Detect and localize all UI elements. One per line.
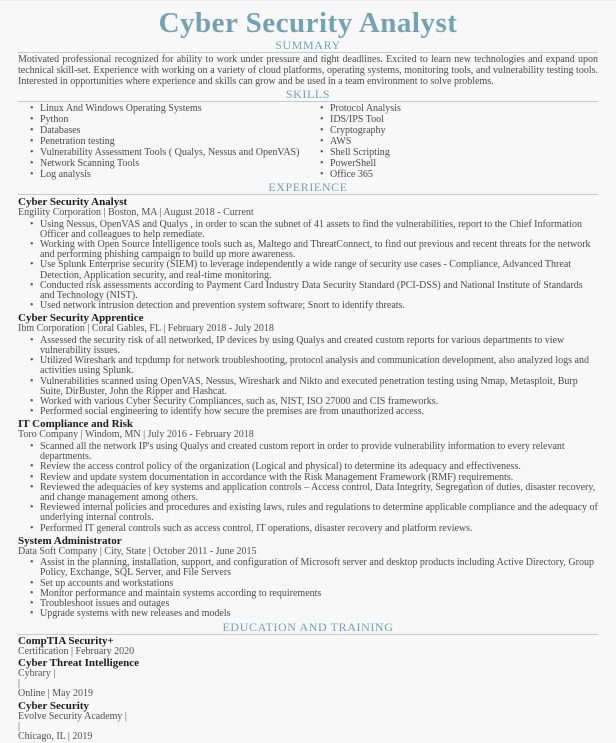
job-title: System Administrator: [18, 534, 122, 547]
job-bullet: • Performed IT general controls such as access control, IT operations, disaster recovery and platform reviews.: [18, 524, 598, 534]
job-meta: Ibm Corporation | Coral Gables, FL | February 2018 - July 2018: [18, 323, 274, 335]
job-bullet: • Monitor performance and maintain systems according to requirements: [18, 589, 598, 599]
education-line: |: [18, 678, 21, 690]
education-line: Certification | February 2020: [18, 645, 135, 657]
skill-item: • Protocol Analysis: [308, 103, 598, 114]
job-bullet: • Use Splunk Enterprise security (SIEM) to leverage independently a wide range of security use cases - Compliance, Advanced Threat Detection, Application security, and real-time monitoring.: [18, 260, 598, 280]
job-bullet-list: [18, 336, 598, 418]
experience-heading: EXPERIENCE: [268, 180, 348, 194]
job-bullet: • Utilized Wireshark and tcpdump for network troubleshooting, protocol analysis and communication development, also analyzed logs and activities using Splunk.: [18, 356, 598, 376]
job-bullet: • Reviewed internal policies and procedures and existing laws, rules and regulations to determine applicable compliance and the adequacy of underlying internal controls.: [18, 503, 598, 523]
job-bullet: • Review the access control policy of the organization (Logical and physical) to determine its adequacy and effectiveness.: [18, 462, 598, 472]
skill-item: • PowerShell: [308, 158, 598, 169]
job-bullet: • Using Nessus, OpenVAS and Qualys , in order to scan the subnet of 41 assets to find the vulnerabilities, report to the Chief Information Officer and colleagues to help remediate.: [18, 220, 598, 240]
summary-heading: SUMMARY: [275, 38, 341, 52]
job-meta: Data Soft Company | City, State | October 2011 - June 2015: [18, 545, 257, 557]
skill-item: • Log analysis: [18, 169, 308, 180]
job-bullet: • Worked with various Cyber Security Compliances, such as, NIST, ISO 27000 and CIS frameworks.: [18, 397, 598, 407]
job-bullet-list: [18, 442, 598, 534]
skill-item: • Databases: [18, 125, 308, 136]
skills-list-left: [18, 103, 308, 180]
job-entry: [18, 419, 598, 533]
summary-text: Motivated professional recognized for ability to work under pressure and tight deadlines. Excited to learn new technologies and expand upon technical skill-set. Experience with working on a variety of cloud platforms, operating systems, monitoring tools, and vulnerability testing tools. Interested in opportunities where experience and skills can grow and be used in a team environment to solve problems.: [18, 54, 598, 87]
education-line: Online | May 2019: [18, 688, 94, 700]
job-bullet: • Performed social engineering to identify how secure the premises are from unauthorized access.: [18, 407, 598, 417]
job-bullet: • Set up accounts and workstations: [18, 579, 598, 589]
skills-heading: SKILLS: [285, 87, 331, 101]
jobs-list: [18, 197, 598, 620]
skill-item: • Penetration testing: [18, 136, 308, 147]
job-title: Cyber Security Analyst: [18, 196, 128, 208]
job-bullet: • Vulnerabilities scanned using OpenVAS, Nessus, Wireshark and Nikto and executed penetration testing using Nmap, Metasploit, Burp Suite, DirBuster, John the Ripper and Hashcat.: [18, 377, 598, 397]
section-divider: [18, 52, 598, 53]
education-line: |: [18, 720, 21, 732]
education-line: Cybrary |: [18, 667, 56, 679]
education-entry: [18, 658, 598, 700]
job-bullet: • Conducted risk assessments according to Payment Card Industry Data Security Standard (PCI-DSS) and National Institute of Standards and Technology (NIST).: [18, 281, 598, 301]
education-title: Cyber Threat Intelligence: [18, 656, 139, 669]
job-bullet-list: [18, 558, 598, 619]
job-bullet: • Scanned all the network IP's using Qualys and created custom report in order to provide vulnerability information to every relevant departments.: [18, 442, 598, 462]
summary-section: [18, 39, 598, 87]
skill-item: • Network Scanning Tools: [18, 158, 308, 169]
job-bullet: • Assessed the security risk of all networked, IP devices by using Qualys and created custom reports for various departments to view vulnerability issues.: [18, 336, 598, 356]
skills-columns: [18, 103, 598, 180]
education-list: [18, 636, 598, 743]
job-meta: Engility Corporation | Boston, MA | August 2018 - Current: [18, 207, 254, 218]
skill-item: • Linux And Windows Operating Systems: [18, 103, 308, 114]
job-bullet: • Used network intrusion detection and prevention system software; Snort to identify threats.: [18, 301, 598, 311]
skill-item: • Vulnerability Assessment Tools ( Qualys, Nessus and OpenVAS): [18, 147, 308, 158]
skill-item: • IDS/IPS Tool: [308, 114, 598, 125]
skill-item: • Shell Scripting: [308, 147, 598, 158]
job-entry: [18, 536, 598, 620]
skills-section: [18, 88, 598, 180]
job-entry: [18, 313, 598, 417]
job-bullet: • Review and update system documentation in accordance with the Risk Management Framework (RMF) requirements.: [18, 473, 598, 483]
skill-item: • Cryptography: [308, 125, 598, 136]
job-title: IT Compliance and Risk: [18, 418, 134, 431]
job-title: Cyber Security Apprentice: [18, 312, 144, 325]
education-title: CompTIA Security+: [18, 634, 114, 647]
job-entry: [18, 197, 598, 311]
skill-item: • Office 365: [308, 169, 598, 180]
education-entry: [18, 701, 598, 743]
skills-list-right: [308, 103, 598, 180]
skill-item: • AWS: [308, 136, 598, 147]
job-bullet-list: [18, 220, 598, 312]
resume-page: [0, 8, 616, 743]
job-bullet: • Reviewed the adequacies of key systems and application controls – Access control, Data Integrity, Segregation of duties, disaster recovery, and change management among others.: [18, 483, 598, 503]
section-divider: [18, 194, 598, 195]
job-bullet: • Upgrade systems with new releases and models: [18, 609, 598, 619]
education-line: Evolve Security Academy |: [18, 710, 127, 722]
job-bullet: • Working with Open Source Intelligence tools such as, Maltego and ThreatConnect, to find out previous and recent threats for the network and performing phishing campaign to build up more awareness.: [18, 240, 598, 260]
skills-column-right: [308, 103, 598, 180]
skill-item: • Python: [18, 114, 308, 125]
education-line: Chicago, IL | 2019: [18, 731, 93, 743]
skills-column-left: [18, 103, 308, 180]
section-divider: [18, 101, 598, 102]
education-entry: [18, 636, 598, 657]
education-title: Cyber Security: [18, 699, 89, 712]
job-bullet: • Assist in the planning, installation, support, and configuration of Microsoft server and desktop products including Active Directory, Group Policy, Exchange, SQL Server, and File Servers: [18, 558, 598, 578]
job-meta: Toro Company | Windom, MN | July 2016 - February 2018: [18, 429, 254, 441]
education-heading: EDUCATION AND TRAINING: [222, 619, 394, 634]
page-title: Cyber Security Analyst: [158, 7, 458, 39]
education-section: [18, 621, 598, 743]
job-bullet: • Troubleshoot issues and outages: [18, 599, 598, 609]
experience-section: [18, 181, 598, 620]
